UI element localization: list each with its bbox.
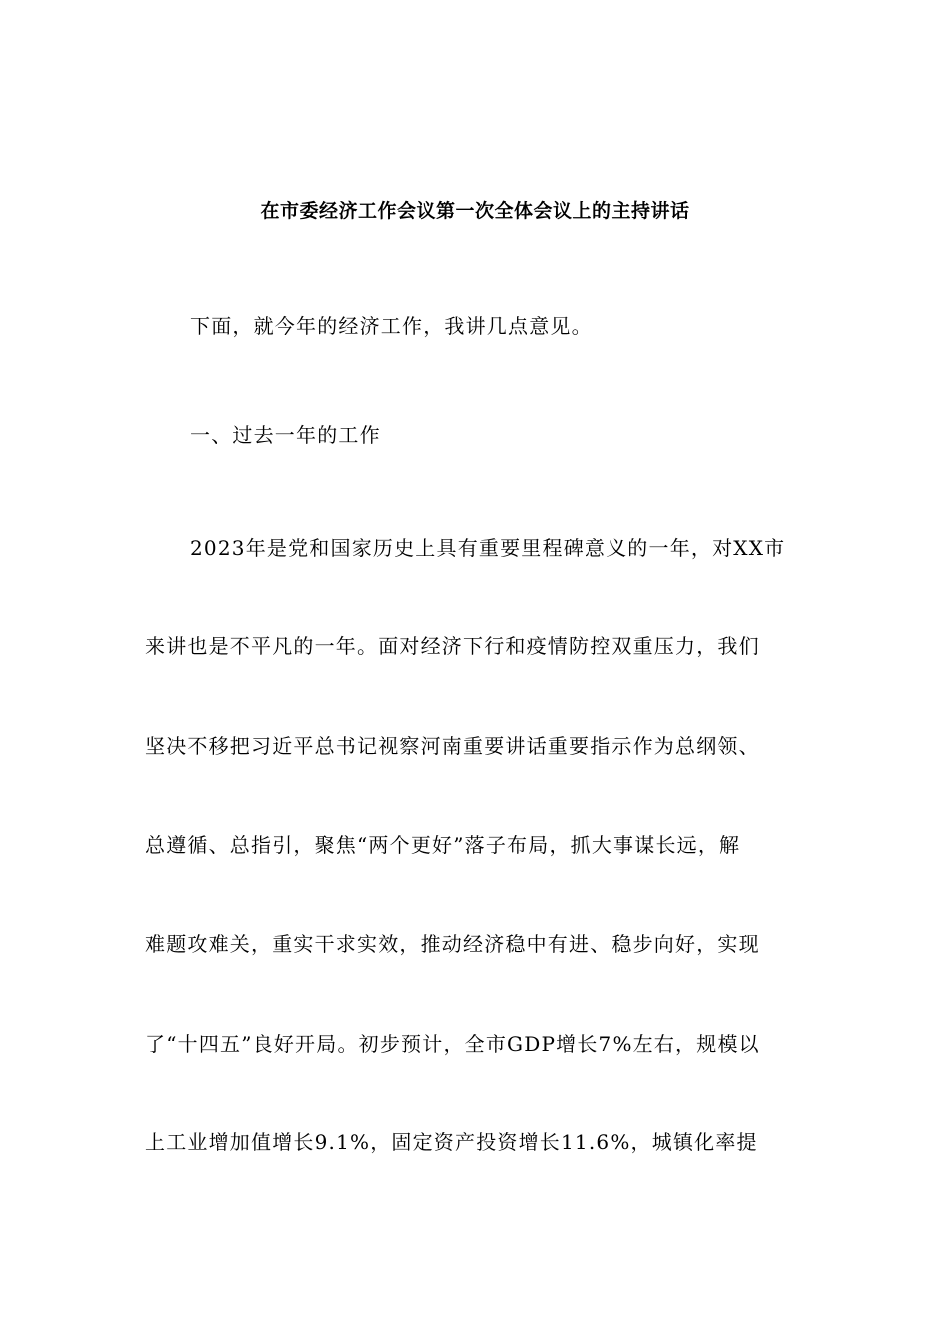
paragraph-line: 了“十四五”良好开局。初步预计，全市GDP增长7%左右，规模以 <box>145 1032 760 1056</box>
paragraph-line: 2023年是党和国家历史上具有重要里程碑意义的一年，对XX市 <box>190 536 786 560</box>
section-heading: 一、过去一年的工作 <box>190 423 381 447</box>
paragraph-line: 难题攻难关，重实干求实效，推动经济稳中有进、稳步向好，实现 <box>145 932 760 956</box>
paragraph-line: 总遵循、总指引，聚焦“两个更好”落子布局，抓大事谋长远，解 <box>145 833 741 857</box>
document-title: 在市委经济工作会议第一次全体会议上的主持讲话 <box>260 200 690 222</box>
intro-paragraph: 下面，就今年的经济工作，我讲几点意见。 <box>190 314 593 338</box>
paragraph-line: 来讲也是不平凡的一年。面对经济下行和疫情防控双重压力，我们 <box>145 634 760 658</box>
paragraph-line: 坚决不移把习近平总书记视察河南重要讲话重要指示作为总纲领、 <box>145 734 760 758</box>
paragraph-line: 上工业增加值增长9.1%，固定资产投资增长11.6%，城镇化率提 <box>145 1130 758 1154</box>
